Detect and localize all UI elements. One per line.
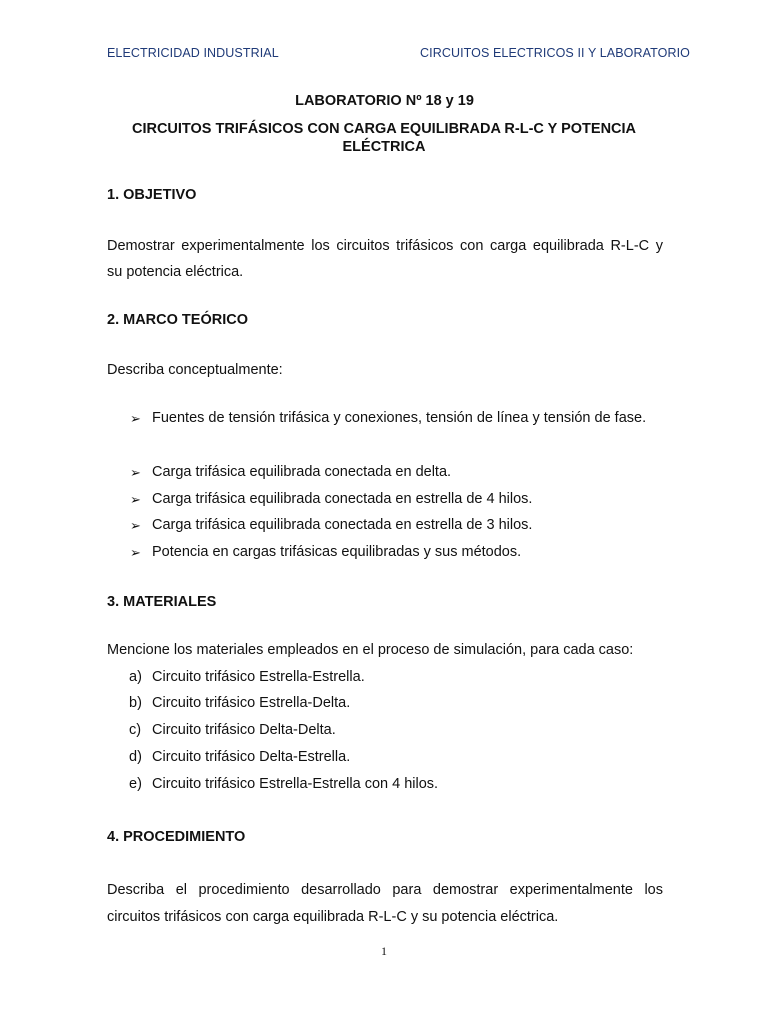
document-title: LABORATORIO Nº 18 y 19 bbox=[295, 93, 474, 109]
header-right: CIRCUITOS ELECTRICOS II Y LABORATORIO bbox=[420, 46, 690, 60]
materiales-item-a: Circuito trifásico Estrella-Estrella. bbox=[152, 669, 365, 685]
materiales-item-c: Circuito trifásico Delta-Delta. bbox=[152, 722, 336, 738]
section-heading-procedimiento: 4. PROCEDIMIENTO bbox=[107, 829, 246, 845]
arrowhead-bullet-icon: ➢ bbox=[130, 465, 141, 480]
section-heading-objetivo: 1. OBJETIVO bbox=[107, 187, 197, 203]
marco-bullet-3: Carga trifásica equilibrada conectada en estrella de 4 hilos. bbox=[152, 491, 533, 507]
document-subtitle: CIRCUITOS TRIFÁSICOS CON CARGA EQUILIBRADA R-L-C Y POTENCIA ELÉCTRICA bbox=[131, 121, 637, 155]
objetivo-text-line-1: Demostrar experimentalmente los circuitos trifásicos con carga equilibrada R-L-C y bbox=[107, 238, 663, 254]
list-marker: a) bbox=[129, 669, 142, 685]
section-heading-materiales: 3. MATERIALES bbox=[107, 594, 217, 610]
objetivo-text-line-2: su potencia eléctrica. bbox=[107, 264, 244, 280]
materiales-item-d: Circuito trifásico Delta-Estrella. bbox=[152, 749, 351, 765]
procedimiento-text-line-1: Describa el procedimiento desarrollado para demostrar experimentalmente los bbox=[107, 882, 663, 898]
header-left: ELECTRICIDAD INDUSTRIAL bbox=[107, 46, 279, 60]
procedimiento-text-line-2: circuitos trifásicos con carga equilibrada R-L-C y su potencia eléctrica. bbox=[107, 909, 559, 925]
marco-intro: Describa conceptualmente: bbox=[107, 362, 283, 378]
list-marker: e) bbox=[129, 776, 142, 792]
arrowhead-bullet-icon: ➢ bbox=[130, 545, 141, 560]
materiales-item-b: Circuito trifásico Estrella-Delta. bbox=[152, 695, 351, 711]
list-marker: c) bbox=[129, 722, 142, 738]
list-marker: d) bbox=[129, 749, 142, 765]
materiales-item-e: Circuito trifásico Estrella-Estrella con 4 hilos. bbox=[152, 776, 439, 792]
list-marker: b) bbox=[129, 695, 142, 711]
marco-bullet-5: Potencia en cargas trifásicas equilibradas y sus métodos. bbox=[152, 544, 522, 560]
materiales-intro: Mencione los materiales empleados en el proceso de simulación, para cada caso: bbox=[107, 642, 634, 658]
arrowhead-bullet-icon: ➢ bbox=[130, 411, 141, 426]
arrowhead-bullet-icon: ➢ bbox=[130, 518, 141, 533]
marco-bullet-1: Fuentes de tensión trifásica y conexiones, tensión de línea y tensión de fase. bbox=[152, 410, 647, 426]
marco-bullet-2: Carga trifásica equilibrada conectada en delta. bbox=[152, 464, 452, 480]
section-heading-marco: 2. MARCO TEÓRICO bbox=[107, 312, 248, 328]
arrowhead-bullet-icon: ➢ bbox=[130, 492, 141, 507]
marco-bullet-4: Carga trifásica equilibrada conectada en estrella de 3 hilos. bbox=[152, 517, 533, 533]
page-number: 1 bbox=[381, 944, 387, 958]
